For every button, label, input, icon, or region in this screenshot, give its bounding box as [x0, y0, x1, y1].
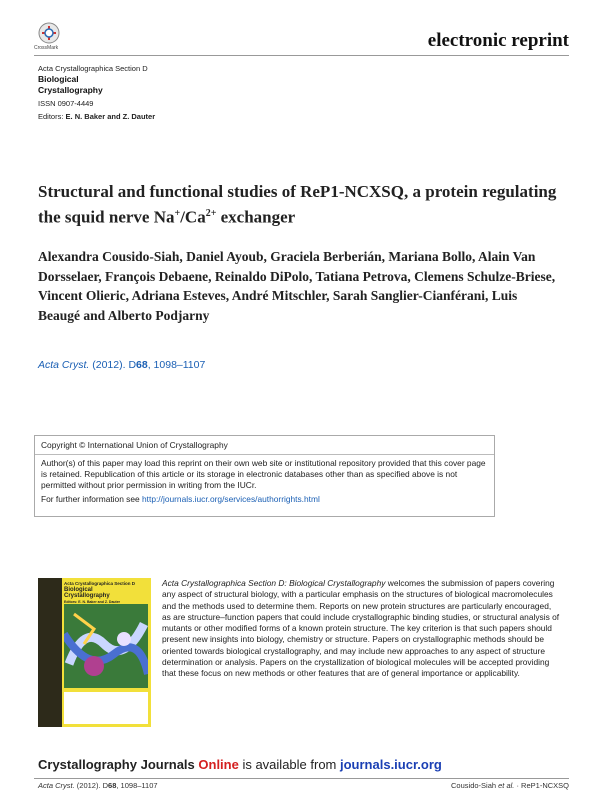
- author-rights-link[interactable]: http://journals.iucr.org/services/authorrights.html: [142, 494, 320, 504]
- cover-protein-art: [64, 604, 148, 688]
- footer-divider: [34, 778, 569, 779]
- copyright-info: For further information see http://journals.iucr.org/services/authorrights.html: [41, 494, 320, 504]
- journal-name-line1: Biological: [38, 74, 79, 84]
- footer-citation: Acta Cryst. (2012). D68, 1098–1107: [38, 781, 158, 790]
- journal-info: [38, 64, 155, 122]
- article-authors: Alexandra Cousido-Siah, Daniel Ayoub, Graciela Berberián, Mariana Bollo, Alain Van Dorsselaer, François Debaene, Reinaldo DiPolo, Tatiana Petrova, Clemens Schulze-Briese, Vincent Olieric, Adriana Esteves, André Mitschler, Sarah Sanglier-Cianférani, Luis Beaugé and Alberto Podjarny: [38, 249, 556, 323]
- article-citation[interactable]: Acta Cryst. (2012). D68, 1098–1107: [38, 359, 206, 371]
- journal-cover-image: [38, 578, 151, 727]
- journals-iucr-link[interactable]: journals.iucr.org: [340, 757, 442, 772]
- crossmark-logo[interactable]: [38, 22, 60, 44]
- copyright-box: [34, 435, 495, 517]
- editors-label: Editors:: [38, 112, 64, 121]
- editors-names: E. N. Baker and Z. Dauter: [65, 112, 156, 121]
- copyright-divider: [35, 454, 494, 455]
- journal-name-line2: Crystallography: [38, 85, 103, 95]
- copyright-body: Author(s) of this paper may load this reprint on their own web site or institutional repository provided that this cover page is retained. Republication of this article or its storage in electronic databases other than as specified above is not permitted without prior permission in writing from the IUCr.: [41, 458, 486, 490]
- header-divider: [34, 55, 569, 56]
- online-availability: Crystallography Journals Online is available from journals.iucr.org: [38, 757, 442, 772]
- issn: ISSN 0907-4449: [38, 99, 94, 108]
- crossmark-label: CrossMark: [34, 45, 59, 51]
- cover-title: Acta Crystallographica Section D Biological Crystallography Editors: E. N. Baker and Z. Dauter: [64, 581, 136, 604]
- journal-description: Acta Crystallographica Section D: Biological Crystallography welcomes the submission of papers covering any aspect of structural biology, with a particular emphasis on the structures of biological macromolecules and the methods used to determine them. Reports on new protein structures are particularly encouraged, as are structure–function papers that could include crystallographic binding studies, or structural analysis of mutants or other modified forms of a known protein structure. The key criterion is that such papers should present new insights into biology, chemistry or structure. Papers on crystallographic methods should be oriented towards biological crystallography, and may include new approaches to any aspect of structure determination or analysis. Papers on the crystallization of biological molecules will be accepted providing that these focus on new methods or other features that are of general importance or applicability.: [162, 578, 560, 679]
- footer-running-title: Cousido-Siah et al. · ReP1-NCXSQ: [451, 781, 569, 790]
- article-title: Structural and functional studies of ReP1-NCXSQ, a protein regulating the squid nerve $Na^+/Ca^{2+}$ exchanger: [38, 182, 557, 227]
- journal-section: Acta Crystallographica Section D: [38, 64, 148, 73]
- copyright-line: Copyright © International Union of Crystallography: [41, 440, 228, 450]
- electronic-reprint-banner: electronic reprint: [427, 30, 569, 51]
- editors: [38, 112, 155, 122]
